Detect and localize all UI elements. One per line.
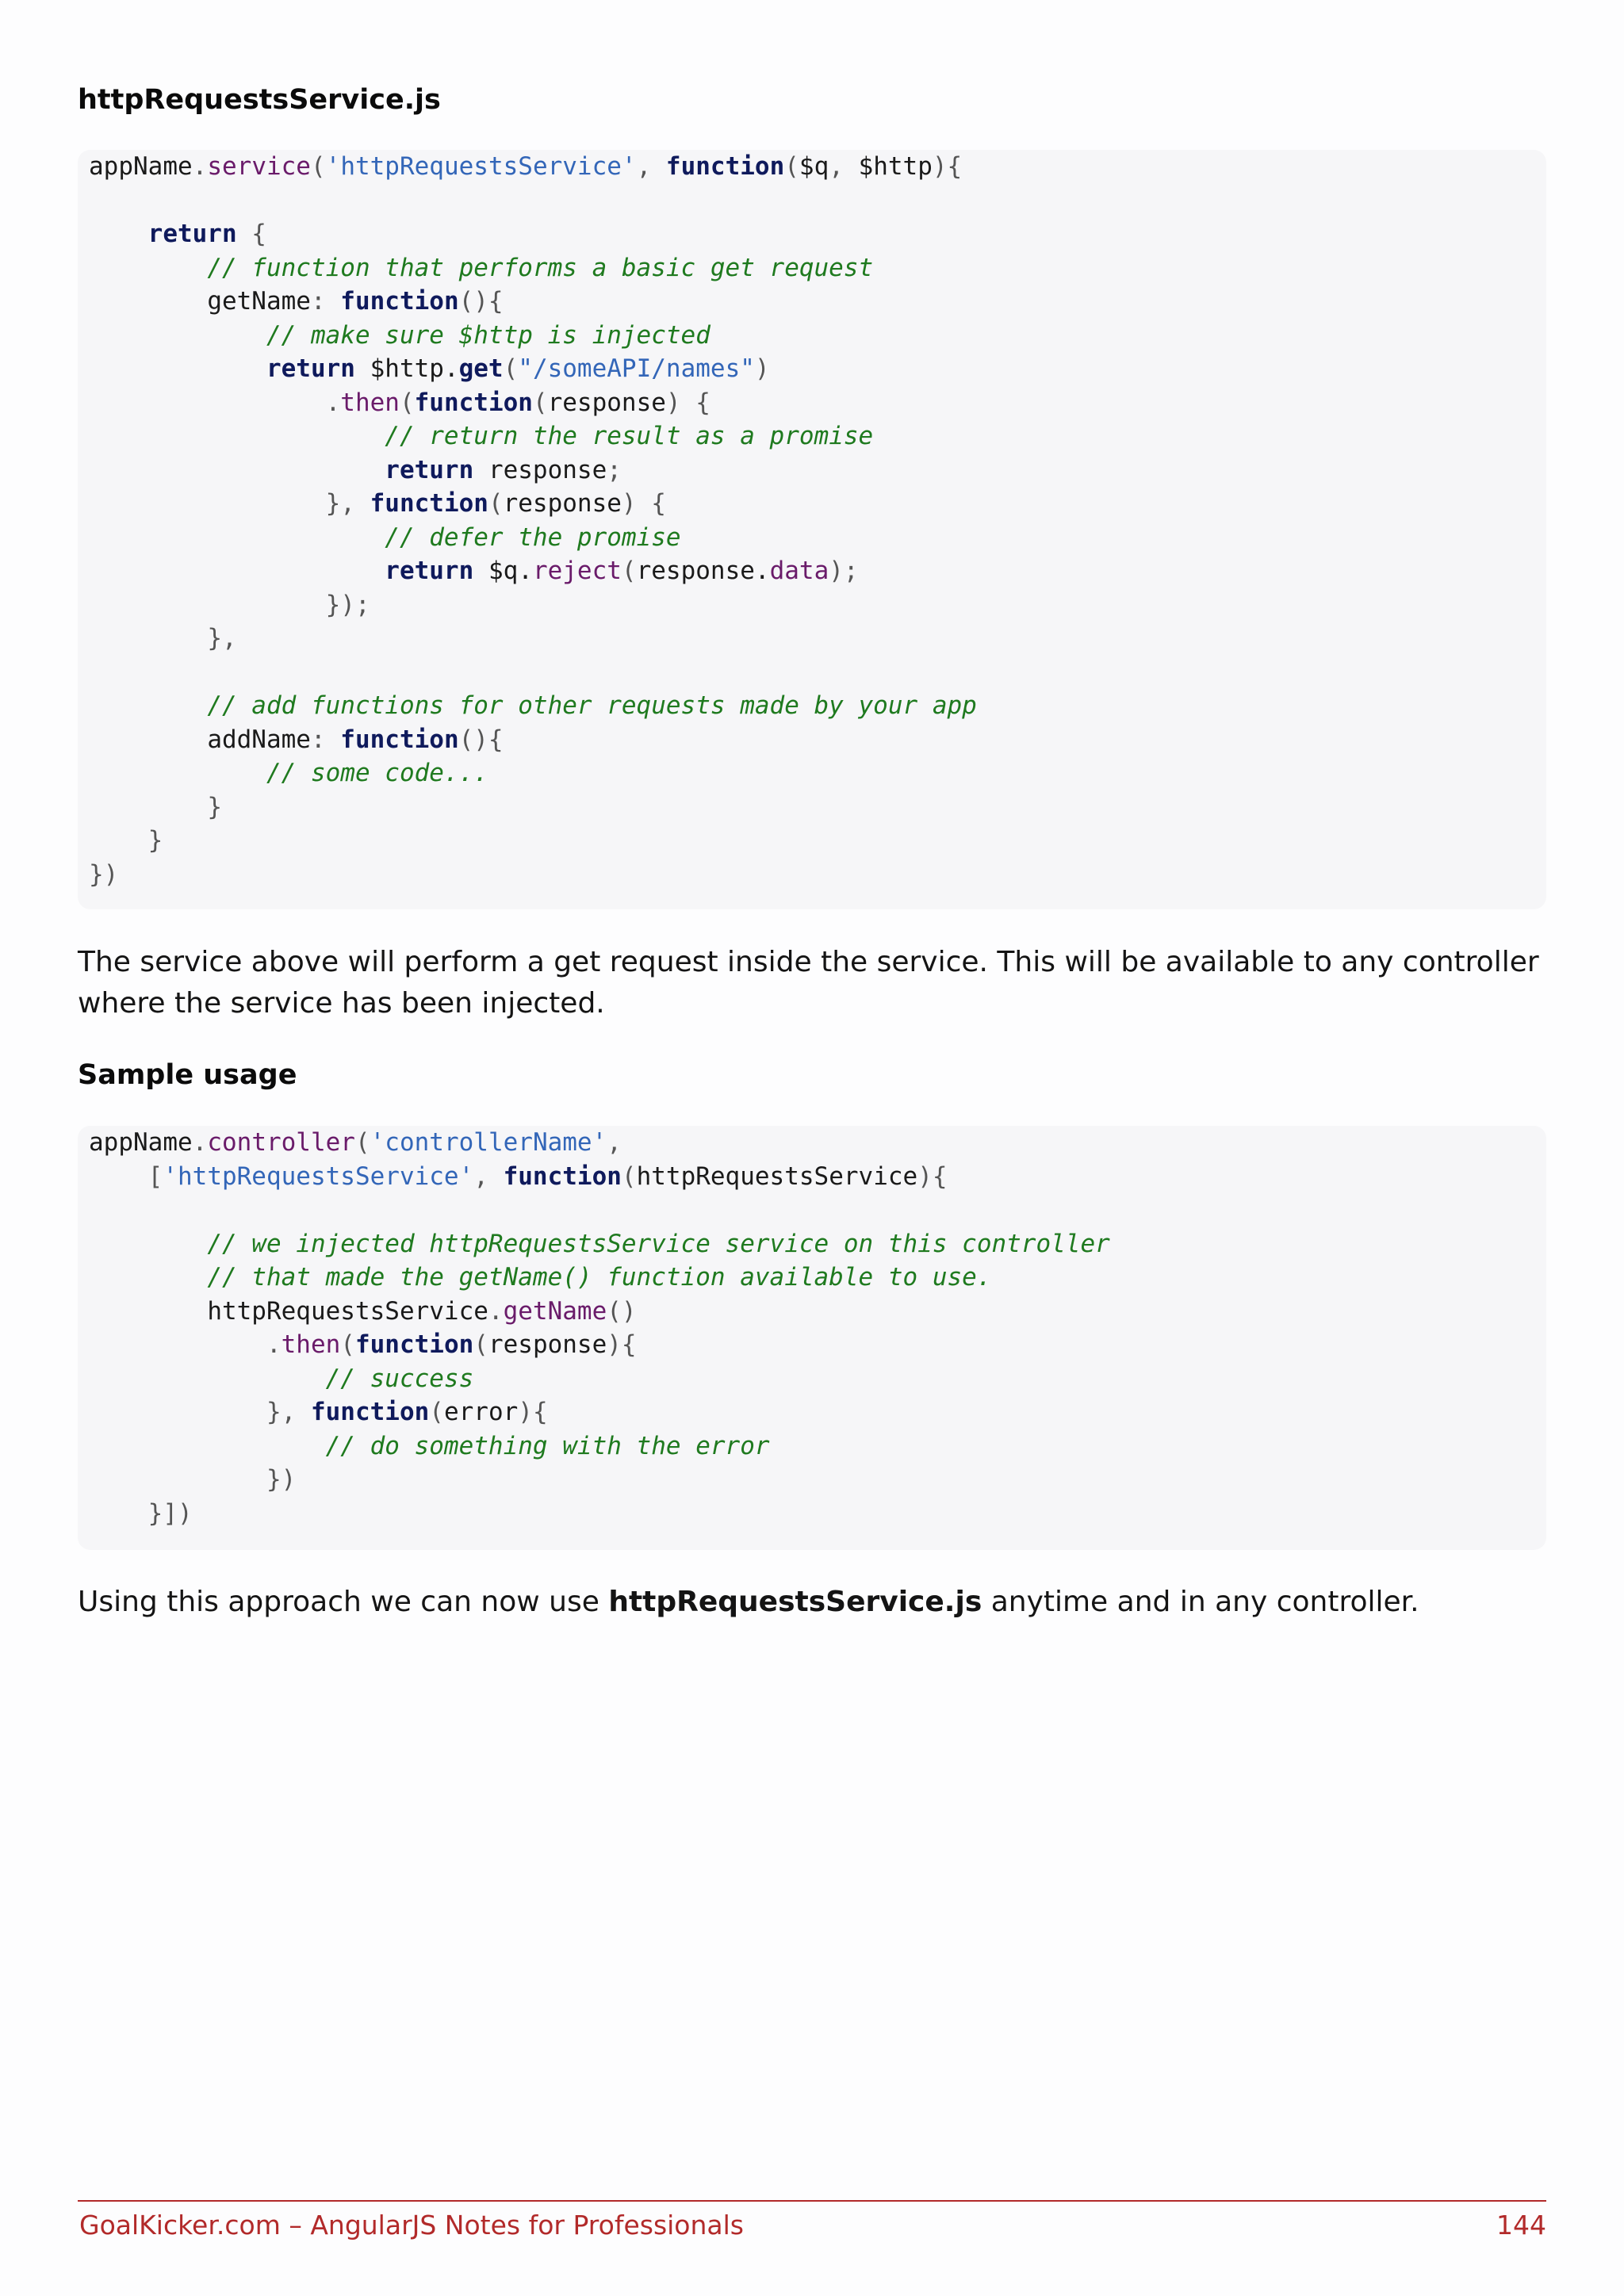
section-heading: Sample usage: [78, 1059, 297, 1091]
code-line: httpRequestsService.getName(): [207, 1296, 637, 1326]
code-line: // that made the getName() function available to use.: [207, 1263, 992, 1292]
footer-link[interactable]: GoalKicker.com – AngularJS Notes for Professionals: [79, 2210, 744, 2241]
file-name-emphasis: httpRequestsService.js: [608, 1586, 982, 1618]
code-line: [89, 1196, 104, 1224]
code-block-sample-usage: [78, 1126, 1546, 1550]
code-line: // success: [325, 1364, 474, 1393]
code-line: .then(function(response){: [266, 1330, 637, 1359]
code-line: }, function(error){: [266, 1398, 548, 1426]
code-line: // defer the promise: [385, 522, 681, 552]
code-line: }, function(response) {: [325, 489, 666, 518]
code-line: // do something with the error: [325, 1431, 770, 1460]
code-line: ['httpRequestsService', function(httpRequestsService){: [89, 1161, 948, 1191]
paragraph-text: anytime and in any controller.: [982, 1586, 1419, 1618]
code-line: },: [207, 624, 237, 652]
code-line: .then(function(response) {: [325, 388, 710, 417]
code-line: }: [147, 826, 163, 855]
code-line: // we injected httpRequestsService service on this controller: [207, 1229, 1110, 1258]
footer-divider: [78, 2200, 1546, 2202]
code-line: // function that performs a basic get request: [207, 253, 874, 282]
code-line: [89, 186, 104, 215]
code-line: getName: function(){: [207, 287, 504, 316]
code-line: return $q.reject(response.data);: [385, 557, 859, 585]
page-number: 144: [1496, 2210, 1546, 2241]
code-line: // some code...: [266, 759, 488, 787]
code-line: return response;: [385, 455, 622, 484]
code-title-heading: httpRequestsService.js: [78, 84, 441, 116]
code-listing: [89, 1126, 1546, 1530]
code-line: }): [266, 1465, 297, 1494]
code-line: });: [325, 590, 370, 619]
code-block-service: [78, 150, 1546, 909]
code-line: }]): [147, 1498, 193, 1528]
body-paragraph: The service above will perform a get request inside the service. This will be available to any controller where the service has been injected.: [78, 946, 1539, 1020]
paragraph-text: Using this approach we can now use: [78, 1586, 609, 1618]
code-line: }): [89, 859, 119, 889]
code-line: // add functions for other requests made by your app: [207, 691, 977, 720]
code-line: appName.service('httpRequestsService', function($q, $http){: [89, 152, 963, 181]
code-line: return {: [147, 220, 266, 248]
code-listing: [89, 150, 1546, 891]
code-line: // make sure $http is injected: [266, 320, 710, 350]
code-line: // return the result as a promise: [385, 422, 874, 450]
code-line: appName.controller('controllerName',: [89, 1128, 622, 1157]
body-paragraph-usage: [78, 1582, 1553, 1623]
code-line: }: [207, 792, 222, 821]
code-line: return $http.get("/someAPI/names"): [266, 354, 770, 383]
code-line: [89, 658, 104, 687]
code-line: addName: function(){: [207, 725, 504, 754]
